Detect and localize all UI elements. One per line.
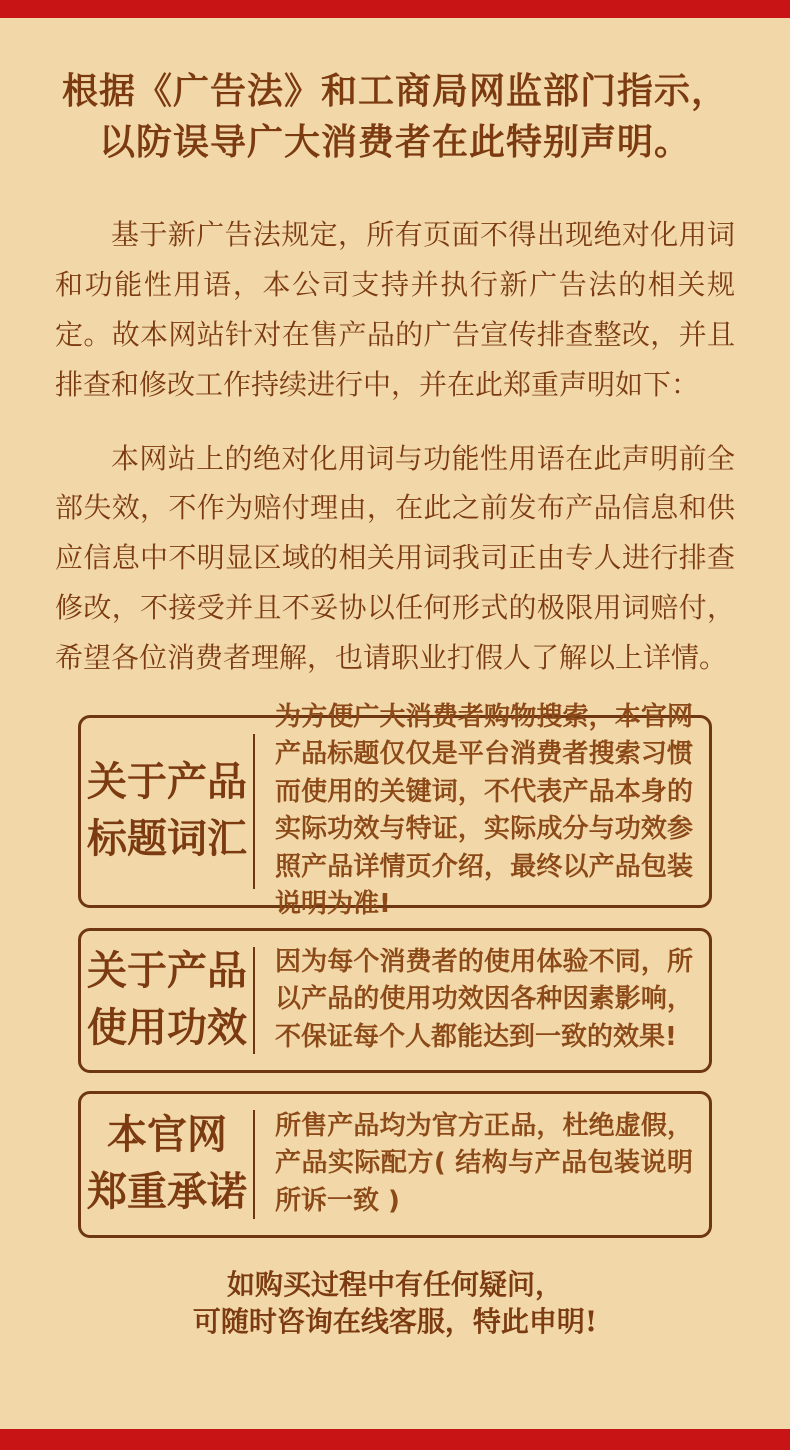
notice-box-label-line-2: 郑重承诺 [87, 1168, 247, 1216]
notice-box-label-line-1: 关于产品 [87, 758, 247, 806]
statement-paragraph-2: 本网站上的绝对化用词与功能性用语在此声明前全部失效，不作为赔付理由，在此之前发布产品信息和供应信息中不明显区域的相关用词我司正由专人进行排查修改，不接受并且不妥协以任何形式的极限用词赔付，希望各位消费者理解，也请职业打假人了解以上详情。 [55, 441, 735, 674]
notice-box-label-line-1: 本官网 [107, 1111, 227, 1159]
notice-box-body: 为方便广大消费者购物搜索，本官网产品标题仅仅是平台消费者搜索习惯而使用的关键词，不代表产品本身的实际功效与特证，实际成分与功效参照产品详情页介绍，最终以产品包装说明为准! [275, 701, 693, 920]
page-title-line-1: 根据《广告法》和工商局网监部门指示， [61, 70, 728, 112]
notice-box-official-promise [78, 1091, 712, 1238]
notice-box-label-line-2: 标题词汇 [87, 815, 247, 863]
notice-box-product-effect [78, 928, 712, 1073]
notice-box-body: 因为每个消费者的使用体验不同，所以产品的使用功效因各种因素影响，不保证每个人都能达到一致的效果! [275, 947, 693, 1052]
page-title [30, 66, 760, 168]
statement-paragraph-1: 基于新广告法规定，所有页面不得出现绝对化用词和功能性用语，本公司支持并执行新广告法的相关规定。故本网站针对在售产品的广告宣传排查整改，并且排查和修改工作持续进行中，并在此郑重声明如下： [55, 218, 735, 401]
page-title-line-2: 以防误导广大消费者在此特别声明。 [98, 121, 691, 164]
bottom-red-bar [0, 1429, 790, 1450]
notice-box-product-title-keywords [78, 701, 712, 920]
notice-box-label [81, 931, 253, 1070]
notice-box-body: 所售产品均为官方正品，杜绝虚假，产品实际配方( 结构与产品包装说明所诉一致 ) [275, 1111, 693, 1216]
footer-note-line-2: 可随时咨询在线客服，特此申明! [192, 1305, 598, 1339]
footer-note-line-1: 如购买过程中有任何疑问， [226, 1267, 563, 1301]
notice-box-label-line-2: 使用功效 [87, 1004, 247, 1052]
notice-box-label [81, 718, 253, 905]
footer-note [0, 1266, 790, 1341]
notice-box-label [81, 1094, 253, 1235]
top-red-bar [0, 0, 790, 18]
notice-box-label-line-1: 关于产品 [87, 947, 247, 995]
